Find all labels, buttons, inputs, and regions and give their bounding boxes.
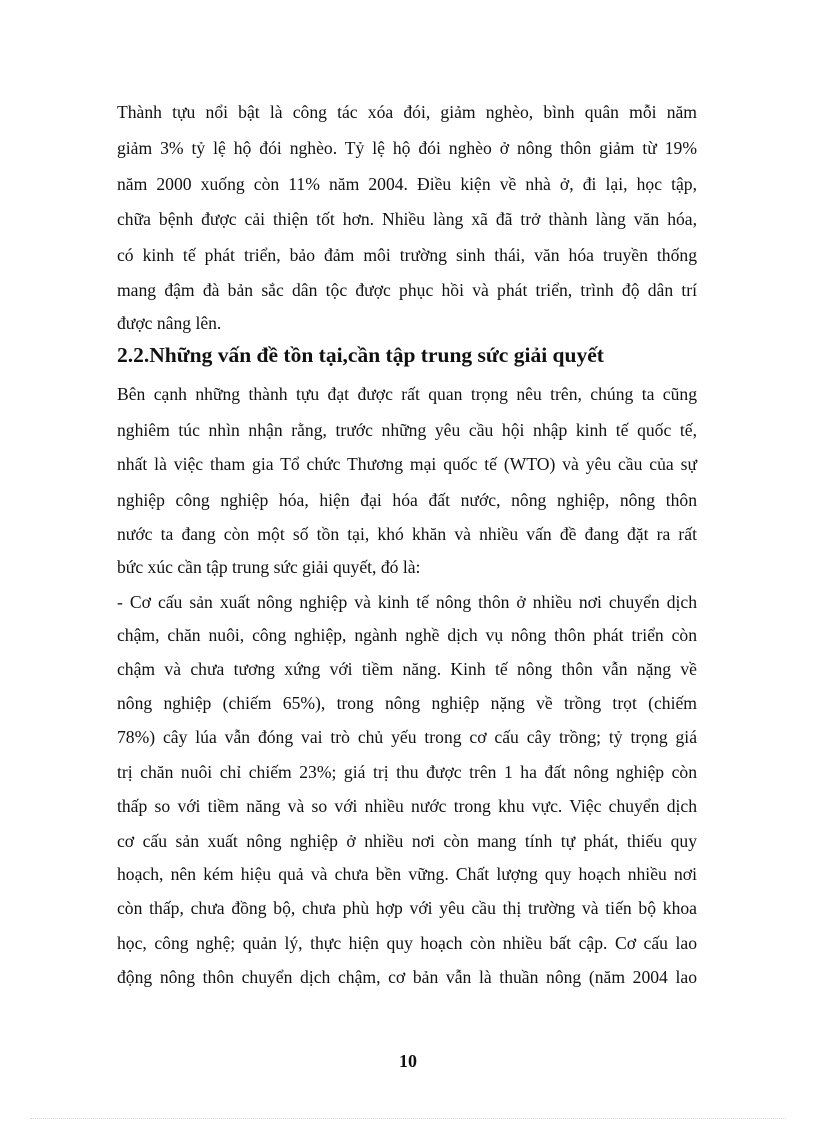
text-line: được nâng lên. bbox=[117, 313, 222, 333]
text-line: chậm và chưa tương xứng với tiềm năng. Kinh tế nông thôn vẫn nặng về bbox=[117, 659, 697, 679]
text-line: - Cơ cấu sản xuất nông nghiệp và kinh tế nông thôn ở nhiều nơi chuyển dịch bbox=[117, 592, 697, 612]
text-line: nhất là việc tham gia Tổ chức Thương mại quốc tế (WTO) và yêu cầu của sự bbox=[117, 454, 697, 474]
text-line: chậm, chăn nuôi, công nghiệp, ngành nghề dịch vụ nông thôn phát triển còn bbox=[117, 625, 697, 645]
text-line: Thành tựu nổi bật là công tác xóa đói, giảm nghèo, bình quân mỗi năm bbox=[117, 102, 697, 122]
text-line: chữa bệnh được cải thiện tốt hơn. Nhiều làng xã đã trở thành làng văn hóa, bbox=[117, 209, 697, 229]
text-line: nghiệp công nghiệp hóa, hiện đại hóa đất nước, nông nghiệp, nông thôn bbox=[117, 490, 697, 510]
text-line: năm 2000 xuống còn 11% năm 2004. Điều kiện về nhà ở, đi lại, học tập, bbox=[117, 174, 697, 194]
text-line: mang đậm đà bản sắc dân tộc được phục hồi và phát triển, trình độ dân trí bbox=[117, 280, 697, 300]
section-heading: 2.2.Những vấn đề tồn tại,cần tập trung sức giải quyết bbox=[117, 343, 604, 367]
text-line: trị chăn nuôi chỉ chiếm 23%; giá trị thu được trên 1 ha đất nông nghiệp còn bbox=[117, 762, 697, 782]
text-line: học, công nghệ; quản lý, thực hiện quy hoạch còn nhiều bất cập. Cơ cấu lao bbox=[117, 933, 697, 953]
text-line: hoạch, nên kém hiệu quả và chưa bền vững. Chất lượng quy hoạch nhiều nơi bbox=[117, 864, 697, 884]
text-line: động nông thôn chuyển dịch chậm, cơ bản vẫn là thuần nông (năm 2004 lao bbox=[117, 967, 697, 987]
text-line: 78%) cây lúa vẫn đóng vai trò chủ yếu trong cơ cấu cây trồng; tỷ trọng giá bbox=[117, 727, 697, 747]
page-bottom-divider bbox=[30, 1118, 786, 1119]
text-line: còn thấp, chưa đồng bộ, chưa phù hợp với yêu cầu thị trường và tiến bộ khoa bbox=[117, 898, 697, 918]
text-line: nông nghiệp (chiếm 65%), trong nông nghiệp nặng về trồng trọt (chiếm bbox=[117, 693, 697, 713]
text-line: có kinh tế phát triển, bảo đảm môi trường sinh thái, văn hóa truyền thống bbox=[117, 245, 697, 265]
page-number: 10 bbox=[399, 1051, 417, 1071]
text-line: bức xúc cần tập trung sức giải quyết, đó là: bbox=[117, 557, 421, 577]
text-line: nghiêm túc nhìn nhận rằng, trước những yêu cầu hội nhập kinh tế quốc tế, bbox=[117, 420, 697, 440]
text-line: Bên cạnh những thành tựu đạt được rất quan trọng nêu trên, chúng ta cũng bbox=[117, 384, 697, 404]
text-line: thấp so với tiềm năng và so với nhiều nước trong khu vực. Việc chuyển dịch bbox=[117, 796, 697, 816]
text-line: nước ta đang còn một số tồn tại, khó khăn và nhiều vấn đề đang đặt ra rất bbox=[117, 524, 697, 544]
text-line: giảm 3% tỷ lệ hộ đói nghèo. Tỷ lệ hộ đói nghèo ở nông thôn giảm từ 19% bbox=[117, 138, 697, 158]
text-line: cơ cấu sản xuất nông nghiệp ở nhiều nơi còn mang tính tự phát, thiếu quy bbox=[117, 831, 697, 851]
